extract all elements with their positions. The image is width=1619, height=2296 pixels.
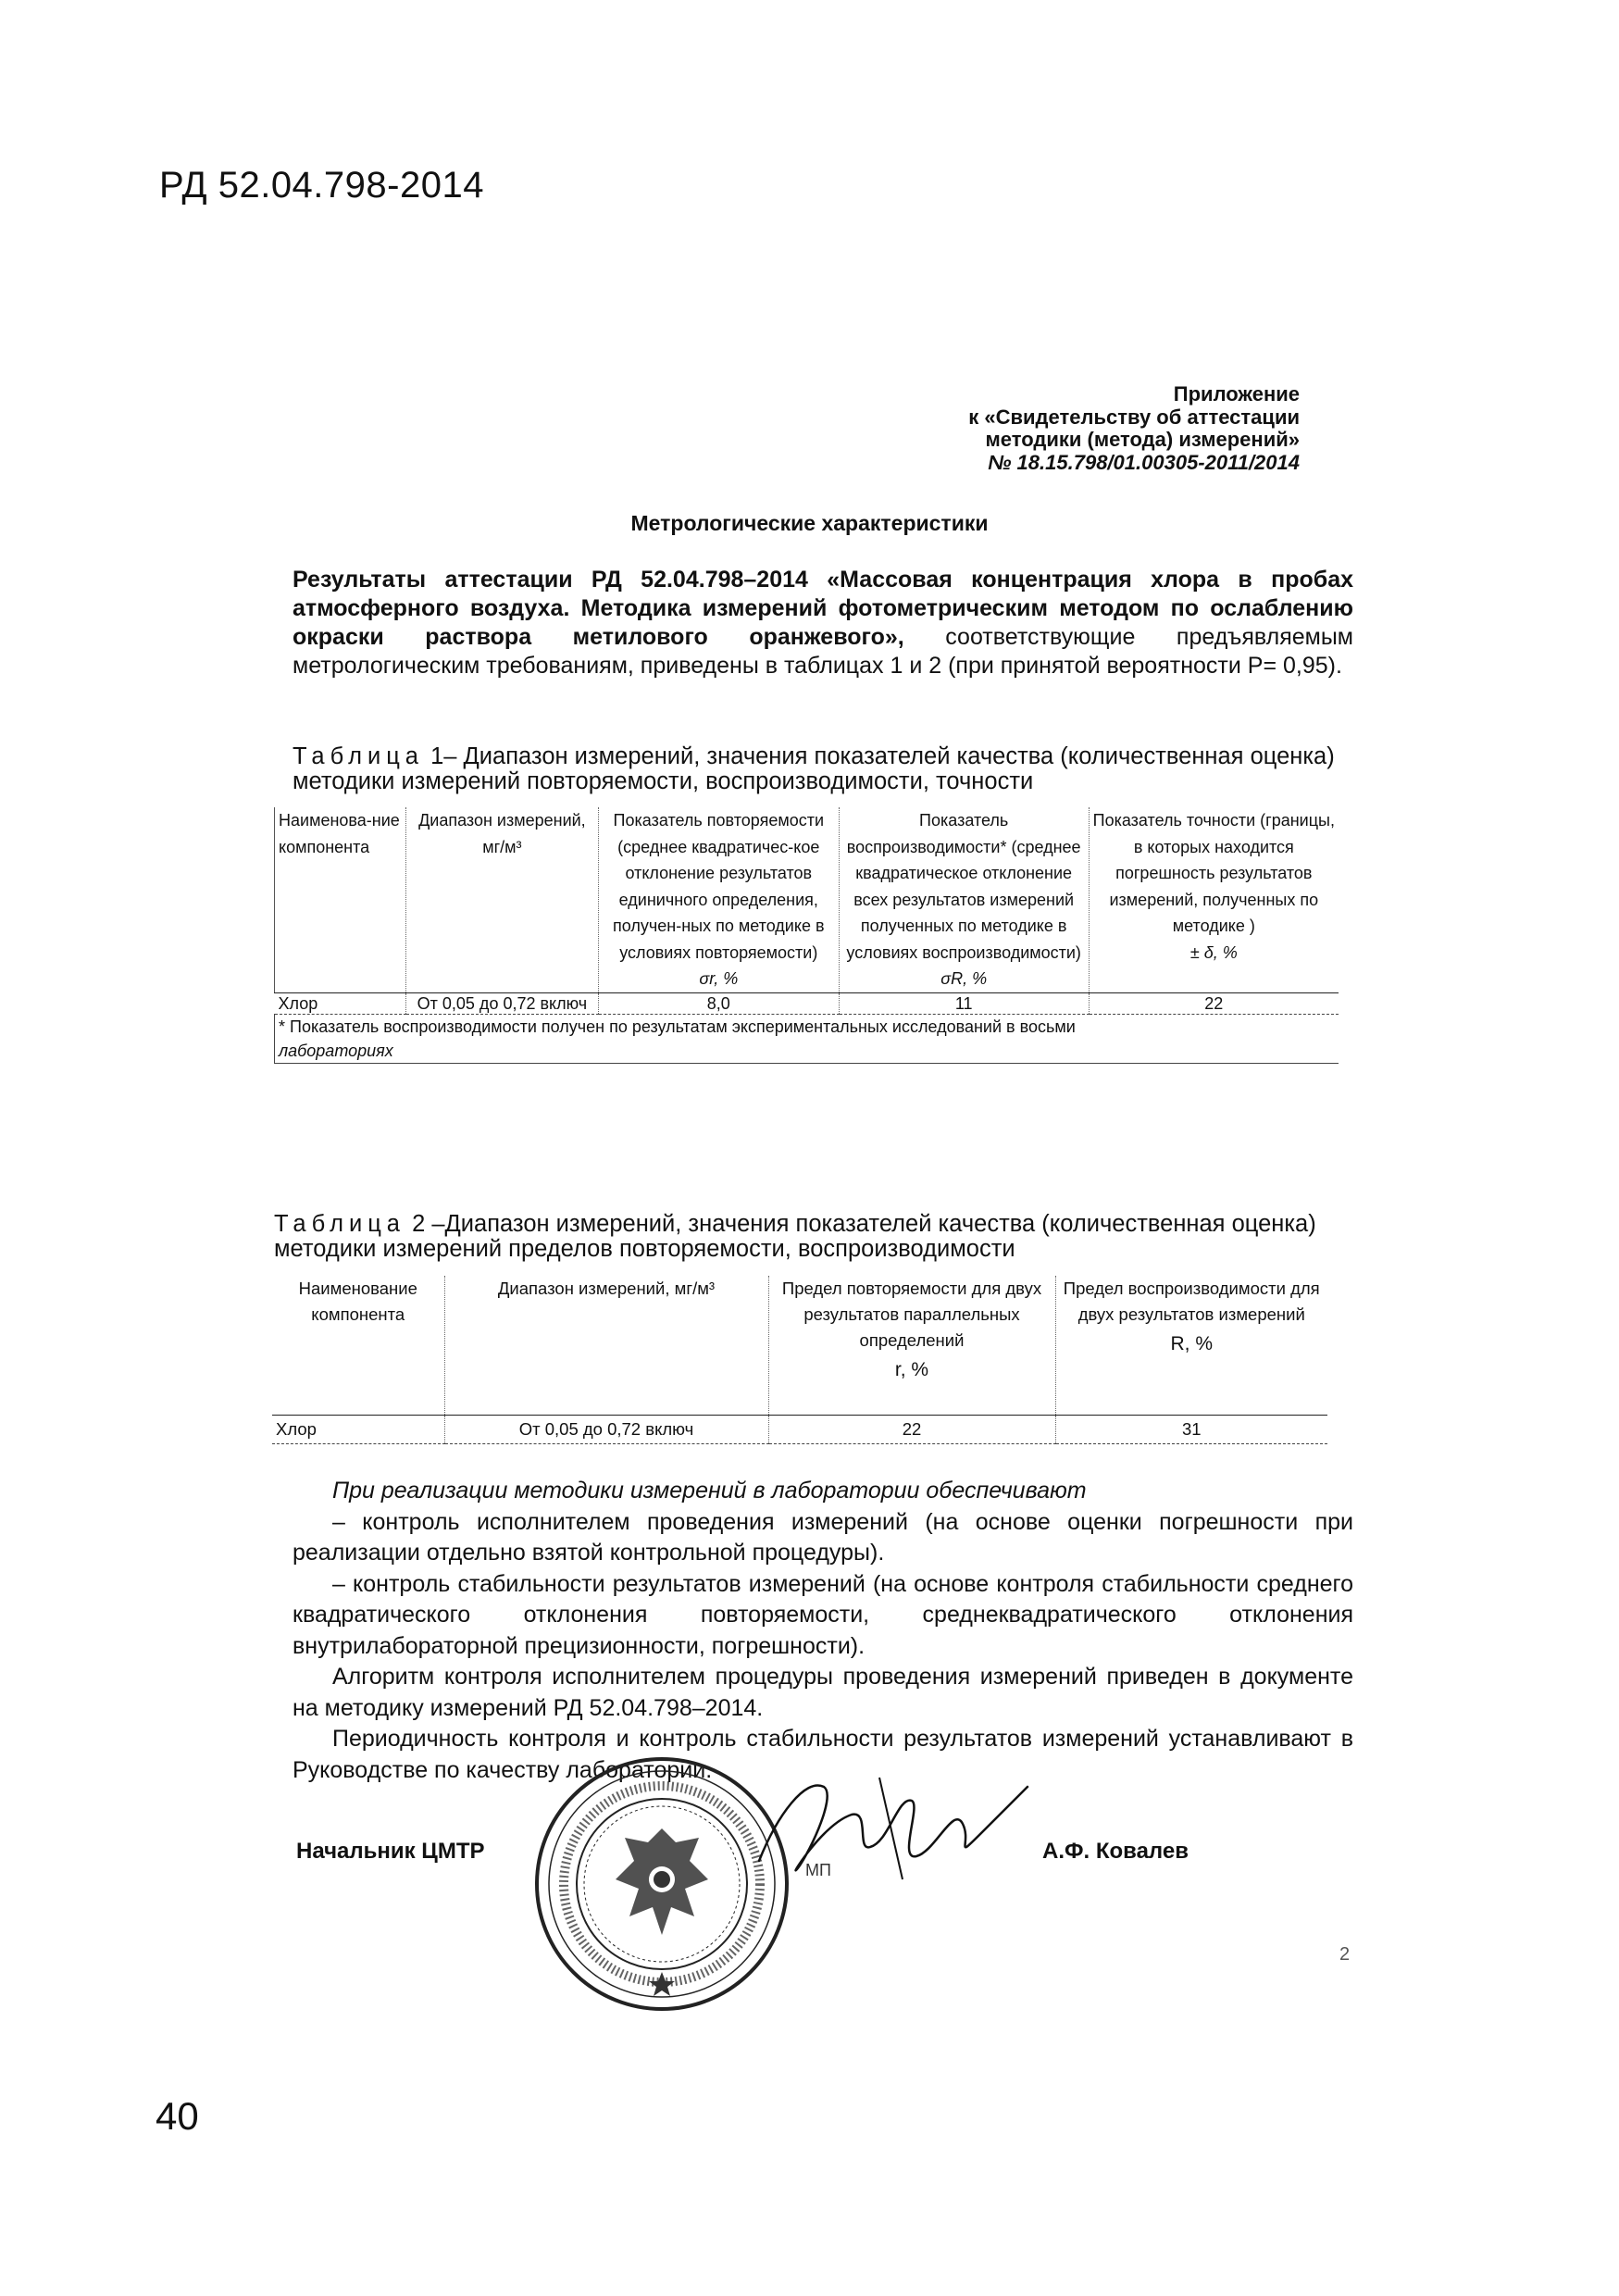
signatory-name: А.Ф. Ковалев [1042, 1839, 1189, 1864]
symbol-label: ± δ, % [1189, 942, 1238, 962]
handwritten-signature [741, 1759, 1046, 1889]
table-header-cell: Показатель воспроизводимости* (среднее квадратическое отклонение всех результатов измерений полученных по методике в условиях воспроизводимости) σR, % [839, 807, 1089, 992]
document-code: РД 52.04.798-2014 [159, 165, 484, 206]
table-header-cell: Показатель повторяемости (среднее квадратичес-кое отклонение результатов единичного определения, получен-ных по методике в условиях повторяемости) σr, % [598, 807, 839, 992]
table2-caption [274, 1212, 1339, 1262]
table-header-row [272, 1276, 1327, 1416]
results-bold-text: Результаты аттестации РД 52.04.798–2014 «Массовая концентрация хлора в пробах атмосферного воздуха. Методика измерений фотометрическим методом по ослаблению окраски раствора метилового оранжевого», [293, 567, 1353, 650]
table-word: Таблица [293, 743, 424, 769]
appendix-line: Приложение [1173, 382, 1300, 406]
appendix-line: методики (метода) измерений» [985, 428, 1300, 451]
table-header-row [275, 807, 1339, 992]
table-cell: От 0,05 до 0,72 включ [405, 992, 598, 1014]
table-cell: 22 [768, 1416, 1055, 1444]
seal-place-label: МП [805, 1861, 831, 1879]
results-paragraph [293, 566, 1353, 680]
table-row [272, 1416, 1327, 1444]
footnote-text: * Показатель воспроизводимости получен по результатам экспериментальных исследований в восьми [279, 1017, 1076, 1036]
table-cell: 11 [839, 992, 1089, 1014]
table-cell: Хлор [275, 992, 406, 1014]
symbol-label: σr, % [699, 969, 739, 988]
signatory-title: Начальник ЦМТР [296, 1839, 485, 1864]
appendix-line: к «Свидетельству об аттестации [968, 405, 1300, 429]
page-number: 40 [156, 2094, 199, 2138]
table-header-cell: Диапазон измерений, мг/м³ [444, 1276, 768, 1416]
table1-caption-text: 1– Диапазон измерений, значения показателей качества (количественная оценка) методики измерений повторяемости, воспроизводимости, точности [293, 743, 1335, 794]
control-periodicity: Периодичность контроля и контроль стабильности результатов измерений устанавливают в Руководстве по качеству лаборатории. [293, 1726, 1353, 1783]
table-header-cell: Предел воспроизводимости для двух результатов измерений R, % [1055, 1276, 1327, 1416]
table-cell: Хлор [272, 1416, 444, 1444]
certificate-number: № 18.15.798/01.00305-2011/2014 [988, 450, 1300, 474]
appendix-header [818, 383, 1300, 474]
table-footnote [275, 1014, 1339, 1063]
table-footnote-row [275, 1014, 1339, 1063]
table2-caption-text: 2 –Диапазон измерений, значения показателей качества (количественная оценка) методики измерений пределов повторяемости, воспроизводимости [274, 1211, 1316, 1262]
table1-caption [293, 744, 1353, 794]
symbol-label: r, % [894, 1359, 929, 1380]
table-header-cell: Наименова-ние компонента [275, 807, 406, 992]
quality-control-section [293, 1476, 1353, 1786]
table2 [272, 1276, 1327, 1444]
side-page-number: 2 [1339, 1944, 1351, 1965]
table-cell: От 0,05 до 0,72 включ [444, 1416, 768, 1444]
section-title: Метрологические характеристики [630, 511, 989, 535]
control-intro: При реализации методики измерений в лаборатории обеспечивают [332, 1478, 1087, 1504]
control-item: – контроль исполнителем проведения измерений (на основе оценки погрешности при реализации отдельно взятой контрольной процедуры). [293, 1508, 1353, 1566]
table-row [275, 992, 1339, 1014]
table-cell: 8,0 [598, 992, 839, 1014]
symbol-label: R, % [1170, 1333, 1213, 1354]
results-normal-text: соответствующие предъявляемым метрологическим требованиям, приведены в таблицах 1 и 2 (при принятой вероятности P= 0,95). [293, 624, 1353, 679]
table-header-cell: Диапазон измерений, мг/м³ [405, 807, 598, 992]
symbol-label: σR, % [940, 969, 988, 988]
footnote-end: лабораториях [279, 1041, 393, 1060]
table-word: Таблица [274, 1211, 405, 1237]
control-algorithm: Алгоритм контроля исполнителем процедуры проведения измерений приведен в документе на методику измерений РД 52.04.798–2014. [293, 1664, 1353, 1721]
table-cell: 22 [1089, 992, 1339, 1014]
table-header-cell: Предел повторяемости для двух результатов параллельных определений r, % [768, 1276, 1055, 1416]
control-item: – контроль стабильности результатов измерений (на основе контроля стабильности среднего квадратического отклонения повторяемости, среднеквадратического отклонения внутрилабораторной прецизионности, погрешности). [293, 1570, 1353, 1659]
table1 [274, 807, 1339, 1064]
table-header-cell: Наименование компонента [272, 1276, 444, 1416]
table-cell: 31 [1055, 1416, 1327, 1444]
table-header-cell: Показатель точности (границы, в которых находится погрешность результатов измерений, полученных по методике ) ± δ, % [1089, 807, 1339, 992]
